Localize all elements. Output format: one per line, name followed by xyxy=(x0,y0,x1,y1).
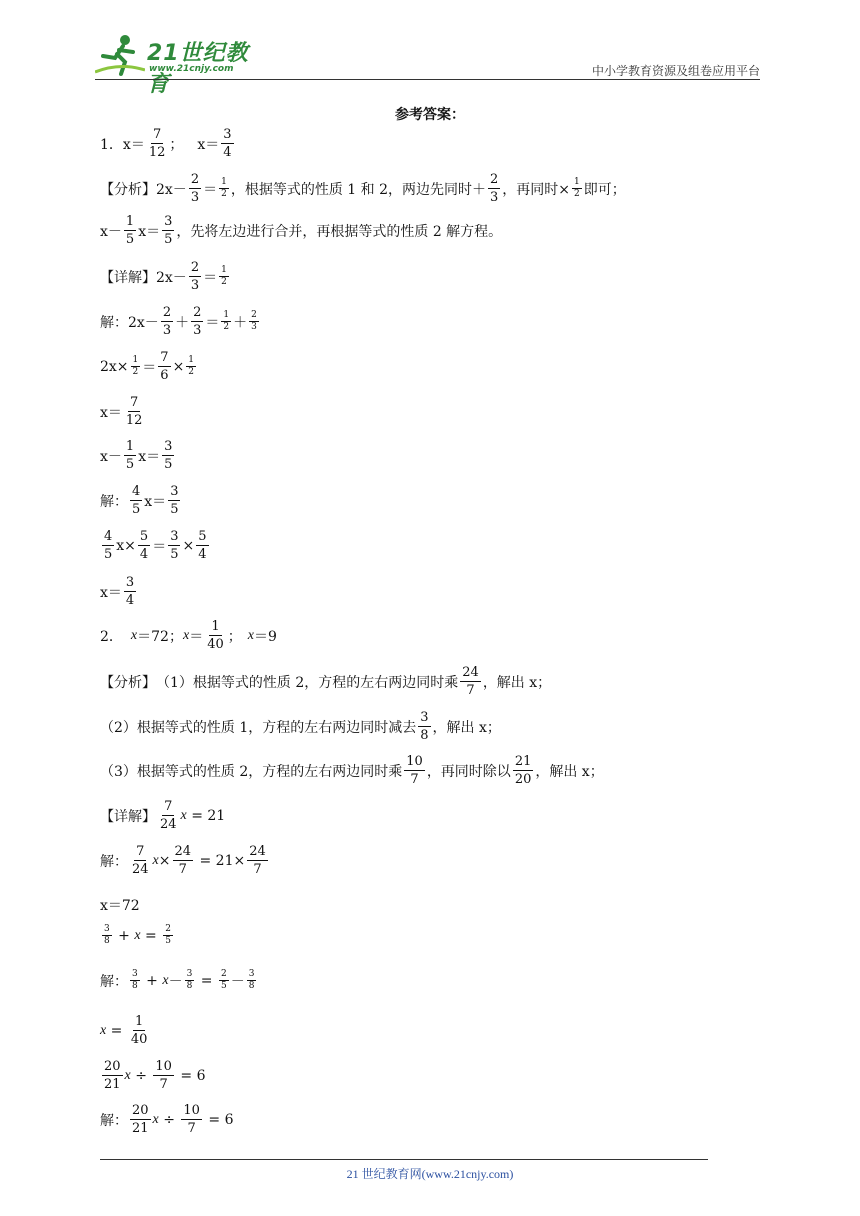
fraction: $\frac{2}{3}$ xyxy=(193,305,202,338)
logo-text: 21世纪教育 xyxy=(147,41,249,97)
q2-detail-line3: x＝72 xyxy=(100,898,140,914)
fraction: $\frac{4}{5}$ xyxy=(104,529,113,562)
fraction: $\frac{24}{7}$ xyxy=(462,665,479,698)
q1-detail-line4: x＝ $\frac{7}{12}$ xyxy=(100,395,143,428)
fraction: $\frac{7}{12}$ xyxy=(148,127,166,160)
fraction: $\frac{24}{7}$ xyxy=(174,844,192,877)
q2-detail-line7: $\frac{20}{21}$ x ÷ $\frac{10}{7}$ = 6 xyxy=(104,1059,206,1092)
fraction: $\frac{5}{4}$ xyxy=(139,529,149,562)
fraction: $\frac{3}{8}$ xyxy=(420,710,429,743)
q1-analysis-line1: 【分析】 2x－ $\frac{2}{3}$ ＝ $\frac{1}{2}$ ，根据等式的性质 1 和 2，两边先同时＋ $\frac{2}{3}$ ，再同时× $\frac{1}{2}$ 即可； xyxy=(100,172,626,205)
q1-detail-line6: 解： $\frac{4}{5}$ x＝ $\frac{3}{5}$ xyxy=(100,484,179,517)
fraction: $\frac{21}{20}$ xyxy=(514,754,532,787)
logo-url: www.21cnjy.com xyxy=(149,64,234,74)
fraction: $\frac{10}{7}$ xyxy=(406,754,423,787)
fraction: $\frac{3}{8}$ xyxy=(132,969,138,991)
q1-detail-line7: $\frac{4}{5}$ x× $\frac{5}{4}$ ＝ $\frac{3}{5}$ × $\frac{5}{4}$ xyxy=(104,529,207,562)
q2-detail-line5: 解： $\frac{3}{8}$ + x － $\frac{3}{8}$ = $\frac{2}{5}$ － $\frac{3}{8}$ xyxy=(100,969,255,991)
fraction: $\frac{1}{5}$ xyxy=(125,214,135,247)
q2-analysis-line2: （2）根据等式的性质 1，方程的左右两边同时减去 $\frac{3}{8}$ ，解出 x； xyxy=(100,710,501,743)
runner-logo-icon xyxy=(95,32,145,78)
q2-analysis-line3: （3）根据等式的性质 2，方程的左右两边同时乘 $\frac{10}{7}$ ，再同时除以 $\frac{21}{20}$ ，解出 x； xyxy=(100,754,604,787)
footer-divider xyxy=(100,1159,708,1160)
fraction: $\frac{3}{8}$ xyxy=(248,969,255,991)
q2-detail-line8: 解： $\frac{20}{21}$ x ÷ $\frac{10}{7}$ = 6 xyxy=(100,1103,234,1136)
platform-name: 中小学教育资源及组卷应用平台 xyxy=(591,64,760,78)
header-divider xyxy=(95,79,760,80)
fraction: $\frac{1}{40}$ xyxy=(207,619,224,652)
fraction: $\frac{2}{3}$ xyxy=(162,305,172,338)
q1-analysis-line2: x－ $\frac{1}{5}$ x＝ $\frac{3}{5}$ ，先将左边进行合并，再根据等式的性质 2 解方程。 xyxy=(100,214,503,247)
q1-detail-line1: 【详解】 2x－ $\frac{2}{3}$ ＝ $\frac{1}{2}$ xyxy=(100,260,227,293)
fraction: $\frac{2}{3}$ xyxy=(190,260,200,293)
q2-detail-line6: x = $\frac{1}{40}$ xyxy=(100,1014,148,1047)
q2-detail-line1: 【详解】 $\frac{7}{24}$ x = 21 xyxy=(100,799,226,832)
fraction: $\frac{7}{24}$ xyxy=(160,799,177,832)
fraction: $\frac{2}{5}$ xyxy=(165,924,171,946)
fraction: $\frac{7}{24}$ xyxy=(132,844,149,877)
fraction: $\frac{3}{5}$ xyxy=(170,529,179,562)
fraction: $\frac{1}{40}$ xyxy=(130,1014,148,1047)
fraction: $\frac{10}{7}$ xyxy=(183,1103,200,1136)
fraction: $\frac{3}{4}$ xyxy=(125,575,135,608)
fraction: $\frac{7}{6}$ xyxy=(160,350,169,383)
fraction: $\frac{1}{2}$ xyxy=(221,265,227,287)
fraction: $\frac{2}{5}$ xyxy=(220,969,227,991)
fraction: $\frac{20}{21}$ xyxy=(132,1103,149,1136)
fraction: $\frac{3}{5}$ xyxy=(164,439,173,472)
q1-answer: 1． x＝ $\frac{7}{12}$ ； x＝ $\frac{3}{4}$ xyxy=(100,127,232,160)
q2-detail-line2: 解： $\frac{7}{24}$ x × $\frac{24}{7}$ = 21× $\frac{24}{7}$ xyxy=(100,844,266,877)
fraction: $\frac{5}{4}$ xyxy=(198,529,207,562)
fraction: $\frac{1}{2}$ xyxy=(132,355,139,377)
q1-detail-line3: 2x× $\frac{1}{2}$ ＝ $\frac{7}{6}$ × $\frac{1}{2}$ xyxy=(100,350,195,383)
page-header xyxy=(95,32,760,97)
page-title: 参考答案： xyxy=(395,107,465,123)
page-footer: 21 世纪教育网(www.21cnjy.com) xyxy=(346,1167,514,1181)
fraction: $\frac{10}{7}$ xyxy=(155,1059,172,1092)
q2-analysis-line1: 【分析】 （1）根据等式的性质 2，方程的左右两边同时乘 $\frac{24}{7}$ ，解出 x； xyxy=(100,665,552,698)
q1-detail-line8: x＝ $\frac{3}{4}$ xyxy=(100,575,135,608)
fraction: $\frac{7}{12}$ xyxy=(125,395,143,428)
q2-answer: 2． x ＝72； x ＝ $\frac{1}{40}$ ； x ＝9 xyxy=(100,619,277,652)
fraction: $\frac{1}{2}$ xyxy=(223,310,230,332)
fraction: $\frac{1}{2}$ xyxy=(188,355,195,377)
fraction: $\frac{2}{3}$ xyxy=(190,172,200,205)
fraction: $\frac{3}{5}$ xyxy=(170,484,179,517)
fraction: $\frac{1}{2}$ xyxy=(574,177,580,199)
fraction: $\frac{24}{7}$ xyxy=(249,844,266,877)
fraction: $\frac{2}{3}$ xyxy=(490,172,499,205)
fraction: $\frac{3}{5}$ xyxy=(164,214,173,247)
fraction: $\frac{1}{2}$ xyxy=(221,177,227,199)
fraction: $\frac{20}{21}$ xyxy=(104,1059,121,1092)
q1-detail-line2: 解：2x－ $\frac{2}{3}$ ＋ $\frac{2}{3}$ ＝ $\frac{1}{2}$ ＋ $\frac{2}{3}$ xyxy=(100,305,257,338)
fraction: $\frac{4}{5}$ xyxy=(132,484,141,517)
fraction: $\frac{1}{5}$ xyxy=(125,439,135,472)
fraction: $\frac{3}{4}$ xyxy=(223,127,232,160)
fraction: $\frac{3}{8}$ xyxy=(104,924,110,946)
brand-logo xyxy=(95,32,265,97)
q1-detail-line5: x－ $\frac{1}{5}$ x＝ $\frac{3}{5}$ xyxy=(100,439,173,472)
q2-detail-line4: $\frac{3}{8}$ + x = $\frac{2}{5}$ xyxy=(104,924,171,946)
fraction: $\frac{3}{8}$ xyxy=(186,969,193,991)
fraction: $\frac{2}{3}$ xyxy=(251,310,257,332)
